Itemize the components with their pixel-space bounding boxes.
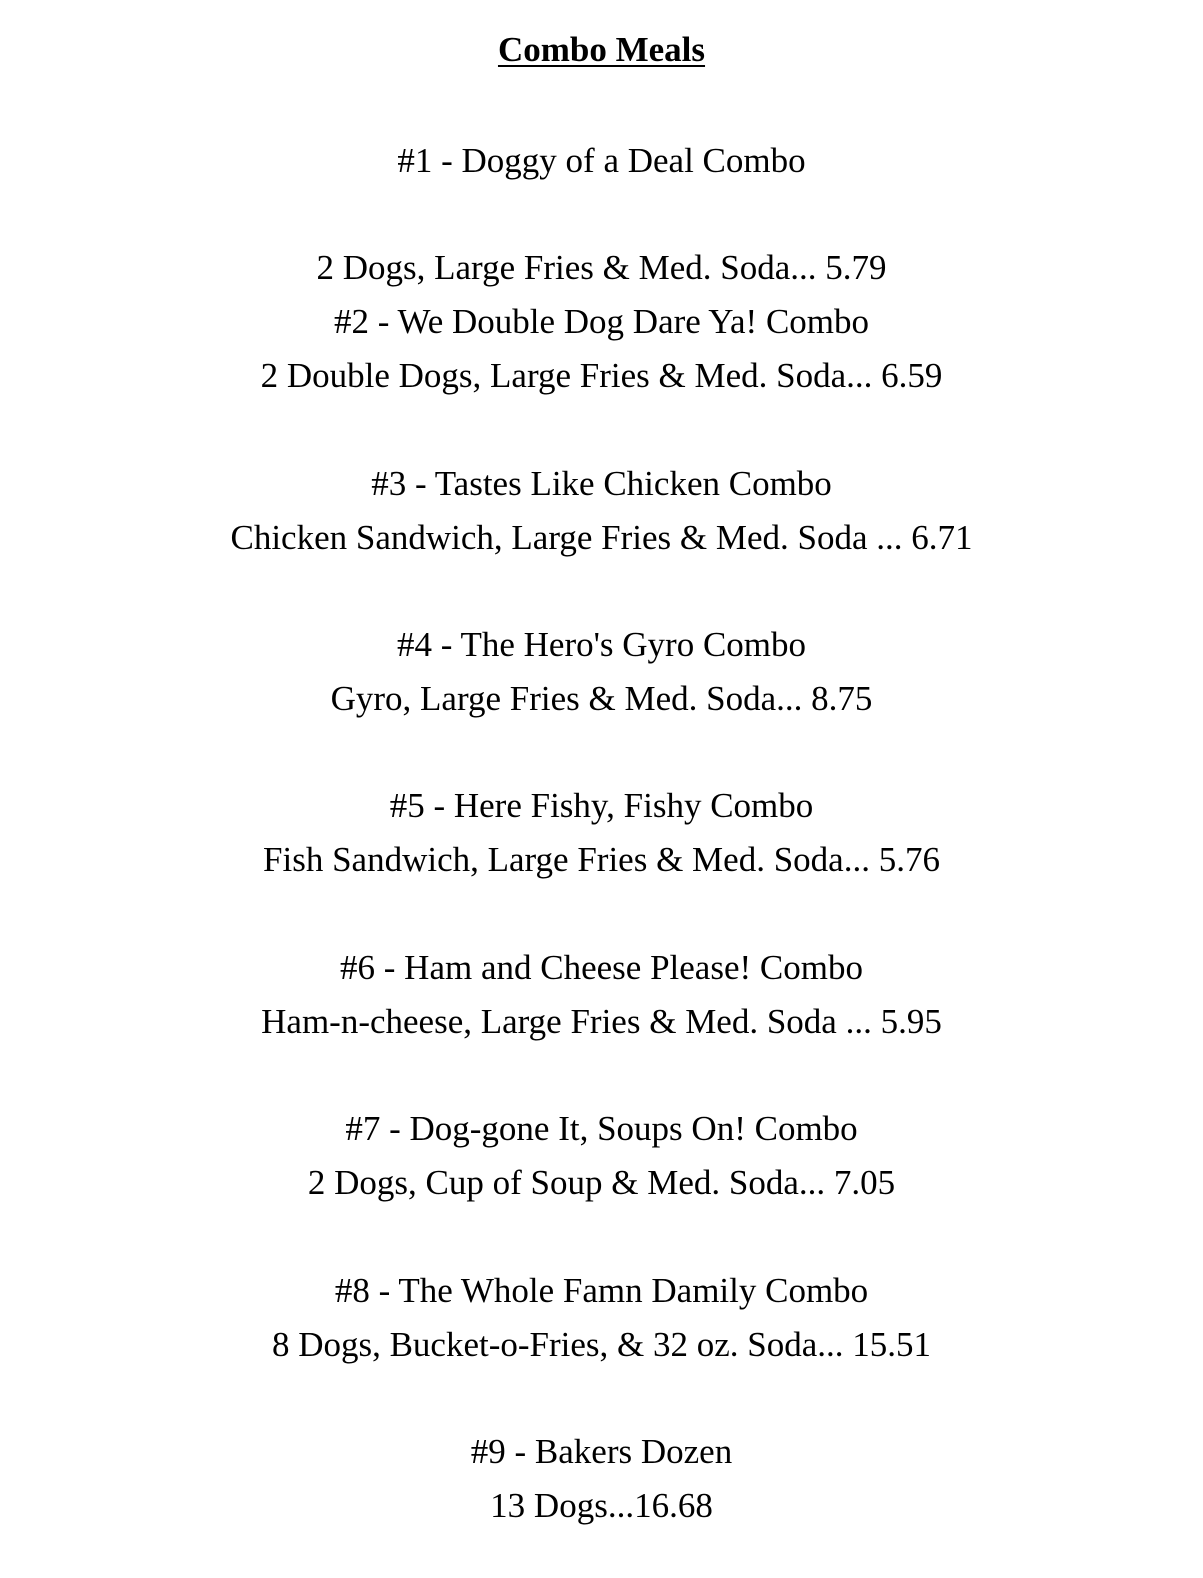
combo-6-name: #6 - Ham and Cheese Please! Combo	[340, 948, 863, 987]
combo-3-description: Chicken Sandwich, Large Fries & Med. Soda ... 6.71	[230, 518, 973, 557]
combo-6-description: Ham-n-cheese, Large Fries & Med. Soda ... 5.95	[261, 1002, 942, 1041]
combo-1-description: 2 Dogs, Large Fries & Med. Soda... 5.79	[316, 248, 887, 287]
combo-3-name: #3 - Tastes Like Chicken Combo	[371, 464, 832, 503]
combo-9-description: 13 Dogs...16.68	[490, 1486, 713, 1525]
combo-4-description: Gyro, Large Fries & Med. Soda... 8.75	[330, 679, 873, 718]
combo-7-name: #7 - Dog-gone It, Soups On! Combo	[345, 1109, 858, 1148]
combo-8-description: 8 Dogs, Bucket-o-Fries, & 32 oz. Soda... 15.51	[271, 1325, 932, 1364]
combo-5-name: #5 - Here Fishy, Fishy Combo	[389, 786, 814, 825]
combo-2-description: 2 Double Dogs, Large Fries & Med. Soda... 6.59	[260, 356, 943, 395]
combo-7-description: 2 Dogs, Cup of Soup & Med. Soda... 7.05	[307, 1163, 896, 1202]
combo-1-name: #1 - Doggy of a Deal Combo	[397, 141, 806, 180]
page-title: Combo Meals	[497, 30, 706, 69]
combo-9-name: #9 - Bakers Dozen	[470, 1432, 733, 1471]
combo-8-name: #8 - The Whole Famn Damily Combo	[334, 1271, 869, 1310]
combo-5-description: Fish Sandwich, Large Fries & Med. Soda... 5.76	[263, 840, 940, 879]
combo-2-name: #2 - We Double Dog Dare Ya! Combo	[333, 302, 870, 341]
combo-4-name: #4 - The Hero's Gyro Combo	[396, 625, 807, 664]
